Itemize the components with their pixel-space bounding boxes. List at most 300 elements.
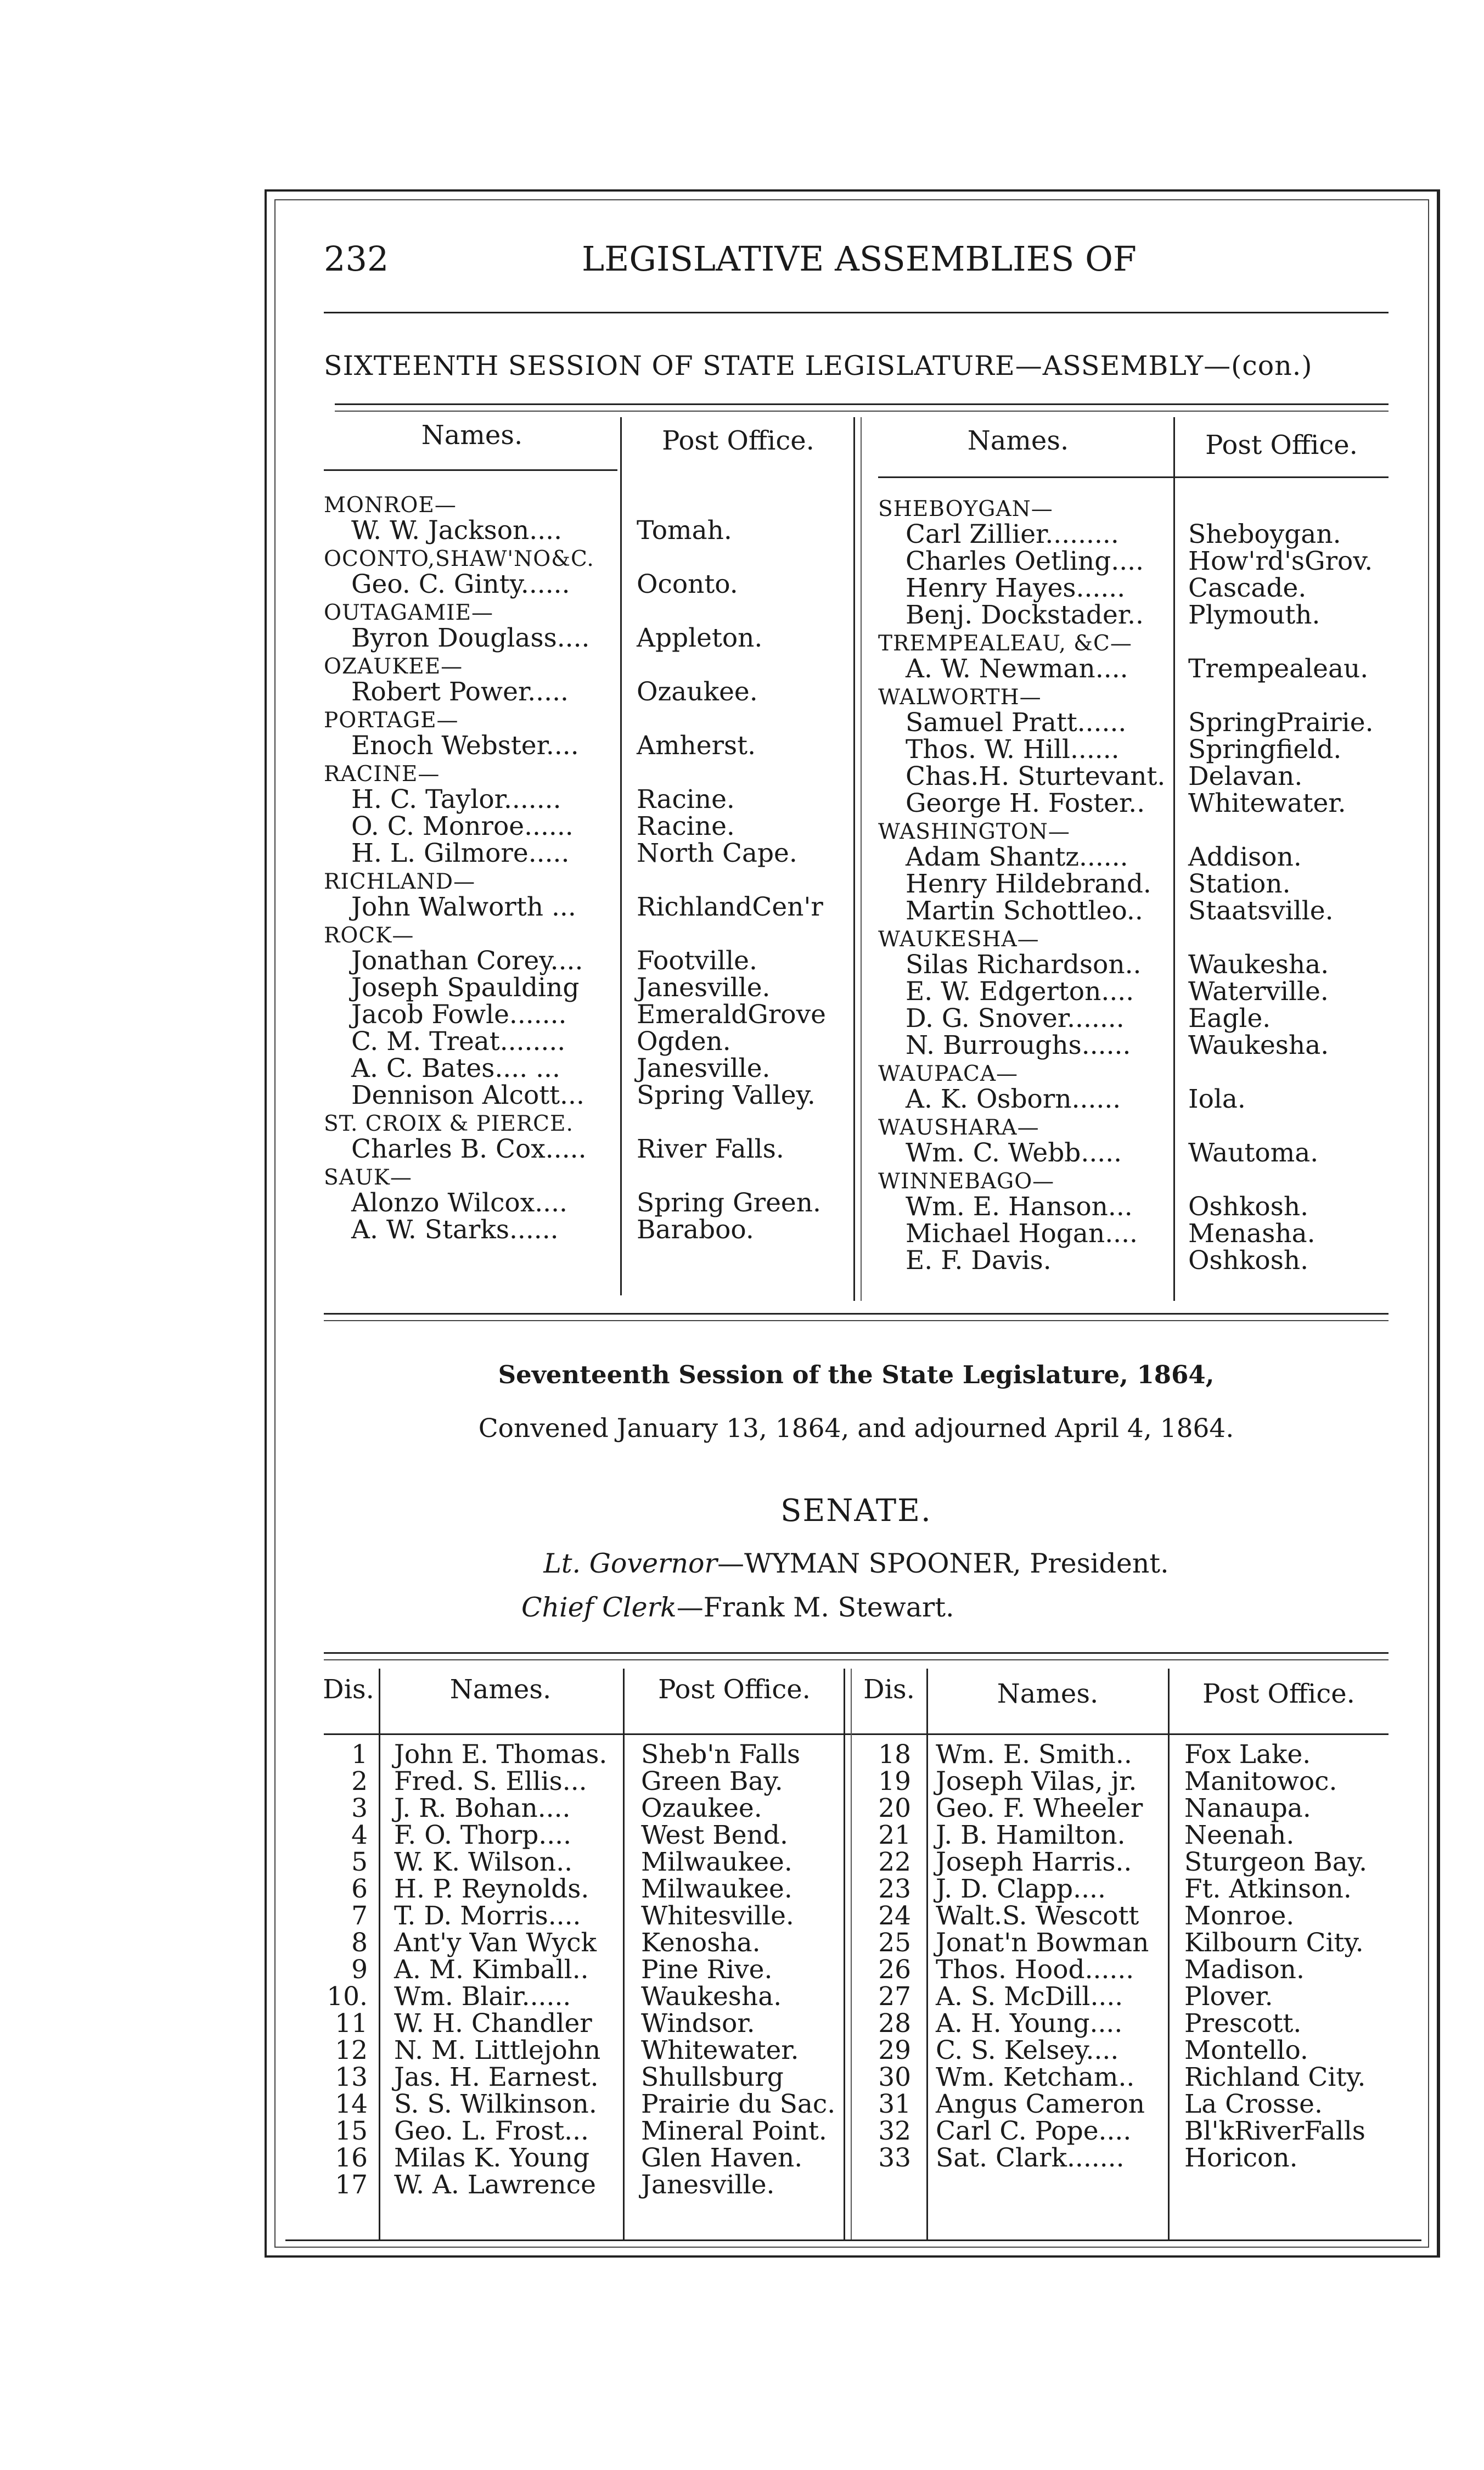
senate-post-office: Glen Haven. — [641, 2143, 803, 2173]
assembly-left-name-row — [324, 517, 620, 544]
senate-name: Geo. F. Wheeler — [936, 1793, 1143, 1823]
assembly-left-post-office — [637, 759, 856, 786]
senate-post-office: La Crosse. — [1184, 2089, 1323, 2119]
assembly-left-post-office: Ozaukee. — [637, 677, 758, 707]
member-name: Joseph Spaulding — [351, 973, 580, 1003]
seventeenth-subtitle: Convened January 13, 1864, and adjourned April 4, 1864. — [478, 1413, 1234, 1444]
assembly-right-name-row — [878, 844, 1174, 871]
county-heading: RICHLAND— — [324, 869, 476, 894]
senate-post-office: Kilbourn City. — [1184, 1928, 1364, 1958]
assembly-right-post-office: Cascade. — [1188, 573, 1307, 603]
assembly-right-post-office — [1188, 924, 1408, 951]
member-name: Byron Douglass.... — [351, 623, 590, 653]
assembly-left-post-office: Spring Green. — [637, 1188, 821, 1218]
senate-post-office: Richland City. — [1184, 2062, 1366, 2092]
member-name: O. C. Monroe...... — [351, 811, 574, 841]
member-name: Alonzo Wilcox.... — [351, 1188, 567, 1218]
county-heading: PORTAGE— — [324, 708, 459, 733]
county-heading: TREMPEALEAU, &C— — [878, 631, 1132, 656]
member-name: Thos. W. Hill...... — [906, 734, 1120, 765]
assembly-left-name-row — [324, 947, 620, 974]
member-name: Robert Power..... — [351, 677, 569, 707]
senate-name: N. M. Littlejohn — [394, 2035, 601, 2065]
assembly-left-name-row — [324, 652, 620, 678]
senate-name: Fred. S. Ellis... — [394, 1766, 587, 1797]
assembly-left-posts — [637, 490, 856, 1243]
senate-district: 30 — [878, 2062, 911, 2092]
assembly-left-name-row — [324, 625, 620, 652]
page-number: 232 — [324, 239, 389, 279]
senate-name: Angus Cameron — [936, 2089, 1145, 2119]
assembly-left-name-row — [324, 894, 620, 920]
senate-name: Joseph Vilas, jr. — [936, 1766, 1137, 1797]
county-heading: RACINE— — [324, 762, 440, 787]
assembly-right-post-office: Plymouth. — [1188, 600, 1320, 630]
assembly-right-post-office: Waterville. — [1188, 976, 1329, 1007]
senate-district: 25 — [878, 1928, 911, 1958]
assembly-left-post-office — [637, 1109, 856, 1136]
senate-left-names — [394, 1741, 625, 2198]
senate-district: 17 — [335, 2170, 368, 2200]
senate-district: 27 — [878, 1981, 911, 2012]
senate-district: 16 — [335, 2143, 368, 2173]
assembly-right-name-row — [878, 1059, 1174, 1086]
assembly-right-post-office: Menasha. — [1188, 1219, 1316, 1249]
assembly-right-post-office: SpringPrairie. — [1188, 708, 1374, 738]
senate-name: Sat. Clark....... — [936, 2143, 1125, 2173]
assembly-left-post-office: Tomah. — [637, 515, 732, 546]
member-name: Silas Richardson.. — [906, 950, 1142, 980]
assembly-left-post-office — [637, 544, 856, 571]
assembly-right-name-row — [878, 790, 1174, 817]
senate-post-office: Fox Lake. — [1184, 1739, 1311, 1770]
county-heading: OZAUKEE— — [324, 654, 463, 679]
assembly-right-name-row — [878, 1113, 1174, 1139]
assembly-right-name-row — [878, 1220, 1174, 1247]
senate-district: 13 — [335, 2062, 368, 2092]
senate-district: 1 — [351, 1739, 368, 1770]
assembly-right-post-office: Addison. — [1188, 842, 1302, 872]
assembly-right-post-office — [1188, 628, 1408, 655]
assembly-right-post-office: Delavan. — [1188, 761, 1303, 791]
assembly-left-name-row — [324, 974, 620, 1001]
senate-divider-dis-left — [379, 1669, 380, 2239]
assembly-left-name-row — [324, 571, 620, 598]
assembly-right-post-office — [1188, 494, 1408, 521]
senate-name: W. H. Chandler — [394, 2008, 592, 2039]
senate-post-office: Madison. — [1184, 1955, 1305, 1985]
senate-name: Wm. E. Smith.. — [936, 1739, 1132, 1770]
county-heading: WAUSHARA— — [878, 1115, 1039, 1140]
officer-line-1 — [324, 1548, 1389, 1579]
assembly-left-post-office — [637, 705, 856, 732]
assembly-right-names — [878, 494, 1174, 1274]
senate-name: S. S. Wilkinson. — [394, 2089, 597, 2119]
senate-name: J. D. Clapp.... — [936, 1874, 1106, 1904]
assembly-right-post-office: Staatsville. — [1188, 896, 1334, 926]
senate-post-office: Mineral Point. — [641, 2116, 827, 2146]
running-title: LEGISLATIVE ASSEMBLIES OF — [582, 239, 1137, 279]
assembly-head-rule-right — [878, 476, 1389, 478]
senate-post-office: Shullsburg — [641, 2062, 784, 2092]
assembly-left-name-row — [324, 705, 620, 732]
county-heading: ST. CROIX & PIERCE. — [324, 1112, 574, 1136]
senate-post-office: Horicon. — [1184, 2143, 1298, 2173]
seventeenth-title: Seventeenth Session of the State Legislature, 1864, — [498, 1360, 1215, 1389]
assembly-left-post-office — [637, 867, 856, 894]
assembly-right-name-row — [878, 1005, 1174, 1032]
assembly-left-name-row — [324, 1136, 620, 1163]
assembly-left-post-office: Janesville. — [637, 973, 771, 1003]
assembly-col-post-left: Post Office. — [662, 425, 814, 456]
assembly-left-name-row — [324, 1216, 620, 1243]
assembly-left-post-office: Appleton. — [637, 623, 763, 653]
assembly-right-name-row — [878, 709, 1174, 736]
senate-district: 21 — [878, 1820, 911, 1850]
member-name: Benj. Dockstader.. — [906, 600, 1144, 630]
member-name: Jacob Fowle....... — [351, 1000, 567, 1030]
member-name: H. C. Taylor....... — [351, 784, 561, 815]
officer-line-2 — [521, 1592, 954, 1623]
assembly-left-post-office: Racine. — [637, 811, 735, 841]
assembly-right-name-row — [878, 655, 1174, 682]
assembly-left-post-office — [637, 920, 856, 947]
header-rule — [324, 312, 1389, 313]
senate-post-office: Green Bay. — [641, 1766, 783, 1797]
senate-post-office: Bl'kRiverFalls — [1184, 2116, 1365, 2146]
senate-district: 15 — [335, 2116, 368, 2146]
assembly-title: SIXTEENTH SESSION OF STATE LEGISLATURE—ASSEMBLY—(con.) — [324, 350, 1313, 381]
assembly-right-name-row — [878, 1086, 1174, 1113]
assembly-left-post-office: RichlandCen'r — [637, 892, 823, 922]
member-name: A. W. Newman.... — [906, 654, 1128, 684]
assembly-right-name-row — [878, 763, 1174, 790]
senate-post-office: West Bend. — [641, 1820, 788, 1850]
senate-name: A. S. McDill.... — [936, 1981, 1123, 2012]
senate-district: 22 — [878, 1847, 911, 1877]
assembly-left-name-row — [324, 1163, 620, 1189]
assembly-right-post-office: Station. — [1188, 869, 1291, 899]
member-name: Michael Hogan.... — [906, 1219, 1138, 1249]
senate-name: Jonat'n Bowman — [936, 1928, 1149, 1958]
officer-2-text: —Frank M. Stewart. — [676, 1592, 954, 1623]
county-heading: SHEBOYGAN— — [878, 497, 1053, 521]
assembly-right-post-office: How'rd'sGrov. — [1188, 546, 1373, 576]
senate-name: C. S. Kelsey.... — [936, 2035, 1119, 2065]
senate-post-office: Windsor. — [641, 2008, 755, 2039]
senate-right-names — [936, 1741, 1172, 2171]
assembly-right-name-row — [878, 602, 1174, 628]
member-name: A. W. Starks...... — [351, 1215, 559, 1245]
senate-post-office: Nanaupa. — [1184, 1793, 1311, 1823]
assembly-left-post-office: Footville. — [637, 946, 757, 976]
assembly-left-name-row — [324, 1028, 620, 1055]
assembly-left-post-office: Janesville. — [637, 1053, 771, 1084]
assembly-col-post-right: Post Office. — [1205, 430, 1358, 461]
senate-name: Thos. Hood...... — [936, 1955, 1134, 1985]
assembly-right-name-row — [878, 548, 1174, 575]
assembly-left-post-office: Ogden. — [637, 1026, 731, 1057]
senate-post-office: Monroe. — [1184, 1901, 1295, 1931]
officer-1-role: Lt. Governor — [543, 1548, 717, 1579]
senate-col-names-right: Names. — [997, 1679, 1099, 1709]
county-heading: ROCK— — [324, 923, 414, 948]
senate-divider-mid-b — [851, 1669, 852, 2239]
assembly-right-post-office — [1188, 817, 1408, 844]
assembly-head-rule-left — [324, 469, 617, 471]
county-heading: OCONTO,SHAW'NO&C. — [324, 547, 594, 571]
senate-name: Walt.S. Wescott — [936, 1901, 1139, 1931]
senate-name: W. A. Lawrence — [394, 2170, 596, 2200]
senate-post-office: Sturgeon Bay. — [1184, 1847, 1368, 1877]
member-name: Samuel Pratt...... — [906, 708, 1127, 738]
senate-post-office: Sheb'n Falls — [641, 1739, 801, 1770]
senate-top-rule — [324, 1652, 1389, 1654]
assembly-right-name-row — [878, 817, 1174, 844]
senate-district: 20 — [878, 1793, 911, 1823]
county-heading: WINNEBAGO— — [878, 1169, 1055, 1194]
assembly-right-post-office: Oshkosh. — [1188, 1192, 1309, 1222]
member-name: Martin Schottleo.. — [906, 896, 1143, 926]
senate-post-office: Plover. — [1184, 1981, 1273, 2012]
county-heading: WAUKESHA— — [878, 927, 1039, 952]
assembly-right-name-row — [878, 1247, 1174, 1274]
assembly-right-name-row — [878, 978, 1174, 1005]
senate-name: A. H. Young.... — [936, 2008, 1123, 2039]
assembly-right-post-office: Wautoma. — [1188, 1138, 1319, 1168]
senate-post-office: Prairie du Sac. — [641, 2089, 836, 2119]
assembly-right-post-office: Sheboygan. — [1188, 519, 1341, 549]
senate-district: 4 — [351, 1820, 368, 1850]
assembly-left-post-office — [637, 490, 856, 517]
senate-district: 28 — [878, 2008, 911, 2039]
senate-post-office: Montello. — [1184, 2035, 1308, 2065]
member-name: George H. Foster.. — [906, 788, 1145, 818]
member-name: H. L. Gilmore..... — [351, 838, 570, 868]
senate-district: 6 — [351, 1874, 368, 1904]
assembly-left-post-office: North Cape. — [637, 838, 797, 868]
senate-district: 7 — [351, 1901, 368, 1931]
assembly-right-post-office: Springfield. — [1188, 734, 1342, 765]
senate-post-office: Prescott. — [1184, 2008, 1302, 2039]
member-name: Adam Shantz...... — [906, 842, 1128, 872]
senate-post-office: Kenosha. — [641, 1928, 761, 1958]
assembly-left-name-row — [324, 813, 620, 840]
senate-name: T. D. Morris.... — [394, 1901, 581, 1931]
assembly-right-name-row — [878, 575, 1174, 602]
member-name: Carl Zillier......... — [906, 519, 1119, 549]
senate-col-post-left: Post Office. — [658, 1674, 811, 1705]
assembly-left-name-row — [324, 598, 620, 625]
assembly-left-name-row — [324, 732, 620, 759]
assembly-right-name-row — [878, 871, 1174, 897]
assembly-left-post-office: River Falls. — [637, 1134, 784, 1164]
senate-post-office: Milwaukee. — [641, 1874, 792, 1904]
senate-name: Milas K. Young — [394, 2143, 590, 2173]
assembly-right-post-office — [1188, 682, 1408, 709]
assembly-right-post-office — [1188, 1113, 1408, 1139]
member-name: A. C. Bates.... ... — [351, 1053, 560, 1084]
senate-name: Wm. Blair...... — [394, 1981, 571, 2012]
assembly-right-post-office: Whitewater. — [1188, 788, 1346, 818]
assembly-right-name-row — [878, 1139, 1174, 1166]
assembly-right-post-office: Trempealeau. — [1188, 654, 1369, 684]
senate-name: W. K. Wilson.. — [394, 1847, 573, 1877]
assembly-left-name-row — [324, 1082, 620, 1109]
member-name: Enoch Webster.... — [351, 731, 579, 761]
assembly-bottom-rule-2 — [324, 1320, 1389, 1321]
senate-top-rule-2 — [324, 1659, 1389, 1660]
assembly-left-name-row — [324, 1189, 620, 1216]
county-heading: SAUK— — [324, 1165, 412, 1190]
member-name: D. G. Snover....... — [906, 1003, 1125, 1034]
assembly-right-post-office: Waukesha. — [1188, 1030, 1329, 1060]
senate-district: 33 — [878, 2143, 911, 2173]
assembly-left-post-office: Spring Valley. — [637, 1080, 816, 1110]
member-name: W. W. Jackson.... — [351, 515, 563, 546]
senate-district: 23 — [878, 1874, 911, 1904]
senate-name: Jas. H. Earnest. — [394, 2062, 599, 2092]
senate-col-dis-left: Dis. — [323, 1674, 374, 1705]
senate-heading: SENATE. — [780, 1493, 932, 1529]
senate-post-office: Whitewater. — [641, 2035, 799, 2065]
member-name: N. Burroughs...... — [906, 1030, 1131, 1060]
county-heading: WASHINGTON— — [878, 819, 1070, 844]
assembly-right-name-row — [878, 924, 1174, 951]
assembly-right-post-office: Eagle. — [1188, 1003, 1271, 1034]
senate-district: 5 — [351, 1847, 368, 1877]
assembly-right-name-row — [878, 494, 1174, 521]
senate-name: Wm. Ketcham.. — [936, 2062, 1135, 2092]
assembly-left-name-row — [324, 759, 620, 786]
assembly-left-name-row — [324, 867, 620, 894]
member-name: Wm. C. Webb..... — [906, 1138, 1122, 1168]
assembly-right-post-office — [1188, 1059, 1408, 1086]
senate-right-dis — [856, 1741, 911, 2171]
member-name: Charles B. Cox..... — [351, 1134, 587, 1164]
assembly-left-post-office: EmeraldGrove — [637, 1000, 826, 1030]
senate-district: 32 — [878, 2116, 911, 2146]
senate-divider-dis-right — [926, 1669, 928, 2239]
assembly-divider-2b — [861, 417, 862, 1301]
member-name: A. K. Osborn...... — [906, 1084, 1121, 1114]
assembly-left-post-office: Amherst. — [637, 731, 756, 761]
assembly-right-name-row — [878, 897, 1174, 924]
senate-col-dis-right: Dis. — [863, 1674, 915, 1705]
senate-post-office: Neenah. — [1184, 1820, 1295, 1850]
senate-name: Carl C. Pope.... — [936, 2116, 1132, 2146]
assembly-col-names-left: Names. — [421, 420, 523, 451]
assembly-left-name-row — [324, 1109, 620, 1136]
senate-post-office: Pine Rive. — [641, 1955, 773, 1985]
officer-1-text: —WYMAN SPOONER, President. — [717, 1548, 1169, 1579]
senate-district: 18 — [878, 1739, 911, 1770]
assembly-divider-1 — [620, 417, 622, 1295]
assembly-left-name-row — [324, 1055, 620, 1082]
county-heading: WALWORTH— — [878, 685, 1042, 710]
senate-name: Geo. L. Frost... — [394, 2116, 589, 2146]
assembly-right-post-office — [1188, 1166, 1408, 1193]
senate-post-office: Waukesha. — [641, 1981, 782, 2012]
member-name: Jonathan Corey.... — [351, 946, 583, 976]
assembly-left-name-row — [324, 678, 620, 705]
assembly-top-rule-2 — [335, 411, 1389, 412]
assembly-left-name-row — [324, 840, 620, 867]
senate-district: 8 — [351, 1928, 368, 1958]
assembly-top-rule — [335, 403, 1389, 405]
member-name: E. W. Edgerton.... — [906, 976, 1134, 1007]
senate-name: J. B. Hamilton. — [936, 1820, 1126, 1850]
senate-col-post-right: Post Office. — [1202, 1679, 1355, 1709]
assembly-left-name-row — [324, 544, 620, 571]
member-name: Henry Hildebrand. — [906, 869, 1151, 899]
senate-district: 26 — [878, 1955, 911, 1985]
senate-post-office: Manitowoc. — [1184, 1766, 1337, 1797]
senate-post-office: Ft. Atkinson. — [1184, 1874, 1352, 1904]
member-name: John Walworth ... — [351, 892, 576, 922]
assembly-left-name-row — [324, 1001, 620, 1028]
senate-district: 24 — [878, 1901, 911, 1931]
senate-name: J. R. Bohan.... — [394, 1793, 571, 1823]
assembly-right-name-row — [878, 951, 1174, 978]
assembly-left-post-office: Baraboo. — [637, 1215, 754, 1245]
assembly-right-post-office: Waukesha. — [1188, 950, 1329, 980]
senate-district: 29 — [878, 2035, 911, 2065]
assembly-left-name-row — [324, 490, 620, 517]
assembly-right-name-row — [878, 521, 1174, 548]
member-name: C. M. Treat........ — [351, 1026, 566, 1057]
assembly-left-post-office — [637, 598, 856, 625]
member-name: Charles Oetling.... — [906, 546, 1144, 576]
senate-district: 31 — [878, 2089, 911, 2119]
senate-bottom-rule — [285, 2239, 1421, 2241]
assembly-right-name-row — [878, 628, 1174, 655]
senate-left-dis — [324, 1741, 368, 2198]
assembly-right-name-row — [878, 736, 1174, 763]
member-name: Geo. C. Ginty...... — [351, 569, 570, 599]
assembly-right-post-office: Oshkosh. — [1188, 1245, 1309, 1276]
assembly-left-name-row — [324, 920, 620, 947]
senate-district: 10. — [327, 1981, 368, 2012]
senate-name: Joseph Harris.. — [936, 1847, 1132, 1877]
officer-2-role: Chief Clerk — [521, 1592, 677, 1623]
assembly-left-post-office: Oconto. — [637, 569, 738, 599]
county-heading: MONROE— — [324, 493, 457, 518]
county-heading: OUTAGAMIE— — [324, 600, 494, 625]
assembly-left-name-row — [324, 786, 620, 813]
senate-district: 3 — [351, 1793, 368, 1823]
member-name: Dennison Alcott... — [351, 1080, 584, 1110]
senate-district: 11 — [335, 2008, 368, 2039]
senate-name: F. O. Thorp.... — [394, 1820, 572, 1850]
senate-district: 14 — [335, 2089, 368, 2119]
senate-district: 19 — [878, 1766, 911, 1797]
member-name: Henry Hayes...... — [906, 573, 1126, 603]
senate-name: Ant'y Van Wyck — [394, 1928, 597, 1958]
assembly-left-post-office — [637, 1163, 856, 1189]
assembly-left-post-office — [637, 652, 856, 678]
senate-head-rule — [324, 1733, 1389, 1735]
senate-post-office: Milwaukee. — [641, 1847, 792, 1877]
assembly-right-name-row — [878, 1032, 1174, 1059]
member-name: E. F. Davis. — [906, 1245, 1052, 1276]
senate-left-posts — [641, 1741, 844, 2198]
assembly-bottom-rule — [324, 1313, 1389, 1315]
senate-name: H. P. Reynolds. — [394, 1874, 589, 1904]
assembly-right-post-office: Iola. — [1188, 1084, 1246, 1114]
assembly-left-names — [324, 490, 620, 1243]
senate-post-office: Ozaukee. — [641, 1793, 762, 1823]
